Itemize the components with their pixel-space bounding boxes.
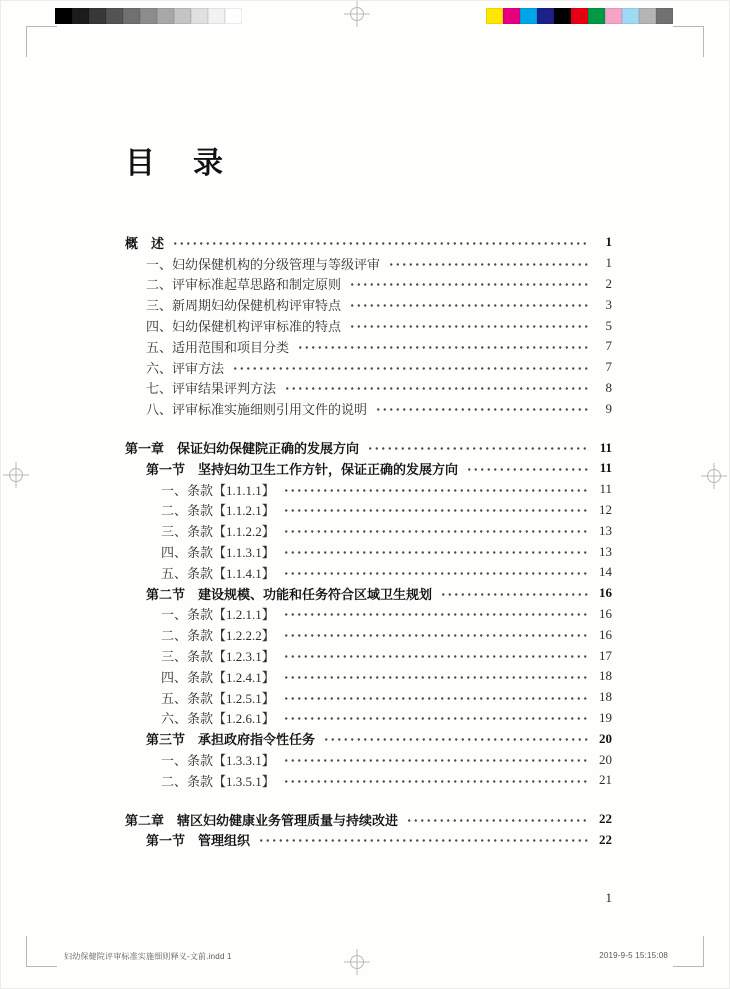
grayscale-swatch bbox=[55, 8, 72, 24]
dot-leader bbox=[232, 357, 588, 378]
dot-leader bbox=[284, 378, 588, 399]
toc-entry bbox=[125, 357, 612, 378]
dot-leader bbox=[283, 624, 588, 645]
toc-entry-page: 1 bbox=[605, 234, 612, 250]
toc-entry-label: 五、条款【1.1.4.1】 bbox=[161, 565, 275, 581]
crop-mark-bottom-right bbox=[673, 936, 704, 967]
toc-entry-label: 六、评审方法 bbox=[146, 360, 225, 376]
dot-leader bbox=[323, 728, 588, 749]
dot-leader bbox=[466, 458, 588, 479]
dot-leader bbox=[283, 604, 588, 625]
toc-entry-page: 19 bbox=[599, 709, 612, 725]
toc-entry-label: 第二节 建设规模、功能和任务符合区域卫生规划 bbox=[146, 586, 433, 602]
toc-entry-label: 第一章 保证妇幼保健院正确的发展方向 bbox=[125, 441, 360, 457]
grayscale-swatch bbox=[208, 8, 225, 24]
color-swatch bbox=[639, 8, 656, 24]
toc-entry bbox=[125, 687, 612, 708]
grayscale-calibration-bar bbox=[55, 8, 242, 24]
toc-entry-label: 一、条款【1.2.1.1】 bbox=[161, 607, 275, 623]
dot-leader bbox=[375, 398, 588, 419]
dot-leader bbox=[349, 274, 588, 295]
dot-leader bbox=[283, 520, 588, 541]
toc-page-content bbox=[125, 146, 612, 850]
grayscale-swatch bbox=[106, 8, 123, 24]
toc-entry bbox=[125, 666, 612, 687]
toc-entry-label: 八、评审标准实施细则引用文件的说明 bbox=[146, 402, 368, 418]
toc-entry-label: 三、条款【1.1.2.2】 bbox=[161, 524, 275, 540]
toc-entry-label: 四、条款【1.2.4.1】 bbox=[161, 669, 275, 685]
dot-leader bbox=[367, 437, 588, 458]
dot-leader bbox=[283, 645, 588, 666]
dot-leader bbox=[283, 770, 588, 791]
toc-entry-page: 16 bbox=[599, 626, 612, 642]
toc-entry-page: 17 bbox=[599, 647, 612, 663]
color-swatch bbox=[622, 8, 639, 24]
toc-entry-label: 第二章 辖区妇幼健康业务管理质量与持续改进 bbox=[125, 812, 399, 828]
dot-leader bbox=[283, 500, 588, 521]
dot-leader bbox=[297, 336, 588, 357]
color-calibration-bar bbox=[486, 8, 673, 24]
toc-entry-label: 四、妇幼保健机构评审标准的特点 bbox=[146, 319, 342, 335]
dot-leader bbox=[283, 541, 588, 562]
page-number: 1 bbox=[605, 890, 612, 905]
toc-entry bbox=[125, 541, 612, 562]
dot-leader bbox=[283, 687, 588, 708]
color-swatch bbox=[486, 8, 503, 24]
color-swatch bbox=[571, 8, 588, 24]
toc-entry-page: 8 bbox=[605, 379, 612, 395]
color-swatch bbox=[503, 8, 520, 24]
toc-entry-page: 21 bbox=[599, 772, 612, 788]
color-swatch bbox=[588, 8, 605, 24]
toc-entry-page: 3 bbox=[605, 296, 612, 312]
toc-entry-label: 二、条款【1.1.2.1】 bbox=[161, 503, 275, 519]
toc-entry-page: 2 bbox=[605, 275, 612, 291]
table-of-contents bbox=[125, 232, 612, 850]
toc-entry-label: 七、评审结果评判方法 bbox=[146, 381, 277, 397]
toc-entry-page: 22 bbox=[599, 831, 612, 847]
grayscale-swatch bbox=[191, 8, 208, 24]
toc-entry-label: 一、条款【1.1.1.1】 bbox=[161, 482, 275, 498]
dot-leader bbox=[349, 315, 588, 336]
toc-entry bbox=[125, 645, 612, 666]
toc-entry-page: 11 bbox=[599, 439, 612, 455]
dot-leader bbox=[283, 562, 588, 583]
toc-entry-label: 三、新周期妇幼保健机构评审特点 bbox=[146, 298, 342, 314]
toc-entry-page: 18 bbox=[599, 668, 612, 684]
registration-target-left bbox=[3, 462, 29, 488]
toc-entry-page: 20 bbox=[599, 751, 612, 767]
toc-entry bbox=[125, 562, 612, 583]
toc-entry-label: 三、条款【1.2.3.1】 bbox=[161, 649, 275, 665]
toc-entry bbox=[125, 274, 612, 295]
toc-entry-label: 一、妇幼保健机构的分级管理与等级评审 bbox=[146, 256, 381, 272]
toc-entry-page: 7 bbox=[605, 338, 612, 354]
dot-leader bbox=[283, 479, 588, 500]
toc-entry-page: 5 bbox=[605, 317, 612, 333]
dot-leader bbox=[258, 830, 588, 851]
grayscale-swatch bbox=[123, 8, 140, 24]
grayscale-swatch bbox=[72, 8, 89, 24]
toc-entry-label: 一、条款【1.3.3.1】 bbox=[161, 753, 275, 769]
dot-leader bbox=[406, 809, 588, 830]
toc-entry-label: 五、适用范围和项目分类 bbox=[146, 339, 290, 355]
toc-entry bbox=[125, 315, 612, 336]
color-swatch bbox=[605, 8, 622, 24]
toc-entry-page: 12 bbox=[599, 501, 612, 517]
toc-entry-page: 7 bbox=[605, 359, 612, 375]
grayscale-swatch bbox=[140, 8, 157, 24]
toc-entry bbox=[125, 708, 612, 729]
toc-entry-page: 16 bbox=[599, 605, 612, 621]
toc-entry bbox=[125, 830, 612, 851]
toc-entry bbox=[125, 253, 612, 274]
grayscale-swatch bbox=[174, 8, 191, 24]
toc-entry-page: 14 bbox=[599, 564, 612, 580]
toc-entry bbox=[125, 604, 612, 625]
toc-entry bbox=[125, 398, 612, 419]
toc-entry-page: 11 bbox=[599, 460, 612, 476]
toc-entry bbox=[125, 336, 612, 357]
color-swatch bbox=[537, 8, 554, 24]
toc-entry bbox=[125, 728, 612, 749]
toc-entry-page: 9 bbox=[605, 400, 612, 416]
dot-leader bbox=[172, 232, 588, 253]
toc-entry bbox=[125, 378, 612, 399]
dot-leader bbox=[283, 749, 588, 770]
toc-entry bbox=[125, 749, 612, 770]
crop-mark-top-left bbox=[26, 26, 57, 57]
toc-entry-page: 16 bbox=[599, 585, 612, 601]
registration-target-top bbox=[344, 1, 370, 27]
print-timestamp-slug: 2019-9-5 15:15:08 bbox=[599, 951, 668, 960]
toc-entry-label: 六、条款【1.2.6.1】 bbox=[161, 711, 275, 727]
grayscale-swatch bbox=[157, 8, 174, 24]
toc-entry-label: 四、条款【1.1.3.1】 bbox=[161, 545, 275, 561]
toc-entry bbox=[125, 809, 612, 830]
dot-leader bbox=[283, 708, 588, 729]
dot-leader bbox=[283, 666, 588, 687]
toc-entry-page: 13 bbox=[599, 522, 612, 538]
toc-entry-label: 五、条款【1.2.5.1】 bbox=[161, 690, 275, 706]
toc-entry-label: 第三节 承担政府指令性任务 bbox=[146, 732, 316, 748]
toc-entry bbox=[125, 479, 612, 500]
toc-entry bbox=[125, 437, 612, 458]
toc-entry-label: 二、条款【1.3.5.1】 bbox=[161, 773, 275, 789]
toc-entry bbox=[125, 294, 612, 315]
toc-entry bbox=[125, 232, 612, 253]
color-swatch bbox=[656, 8, 673, 24]
registration-target-right bbox=[701, 463, 727, 489]
crop-mark-top-right bbox=[673, 26, 704, 57]
dot-leader bbox=[349, 294, 588, 315]
toc-entry bbox=[125, 624, 612, 645]
toc-entry bbox=[125, 458, 612, 479]
toc-entry-label: 二、评审标准起草思路和制定原则 bbox=[146, 277, 342, 293]
dot-leader bbox=[440, 583, 588, 604]
grayscale-swatch bbox=[89, 8, 106, 24]
crop-mark-bottom-left bbox=[26, 936, 57, 967]
toc-entry-label: 第一节 管理组织 bbox=[146, 833, 251, 849]
toc-entry-label: 第一节 坚持妇幼卫生工作方针，保证正确的发展方向 bbox=[146, 461, 459, 477]
toc-entry-page: 13 bbox=[599, 543, 612, 559]
toc-entry-page: 1 bbox=[605, 255, 612, 271]
toc-entry-label: 二、条款【1.2.2.2】 bbox=[161, 628, 275, 644]
toc-entry bbox=[125, 770, 612, 791]
toc-entry-page: 18 bbox=[599, 689, 612, 705]
toc-entry bbox=[125, 583, 612, 604]
page-title: 目 录 bbox=[125, 147, 227, 180]
dot-leader bbox=[388, 253, 588, 274]
toc-entry bbox=[125, 520, 612, 541]
toc-entry bbox=[125, 500, 612, 521]
grayscale-swatch bbox=[225, 8, 242, 24]
color-swatch bbox=[520, 8, 537, 24]
registration-target-bottom bbox=[344, 949, 370, 975]
print-file-slug: 妇幼保健院评审标准实施细则释义-文前.indd 1 bbox=[64, 952, 232, 961]
color-swatch bbox=[554, 8, 571, 24]
toc-entry-page: 20 bbox=[599, 730, 612, 746]
toc-entry-page: 22 bbox=[599, 811, 612, 827]
toc-entry-label: 概 述 bbox=[125, 235, 165, 251]
toc-entry-page: 11 bbox=[599, 481, 612, 497]
